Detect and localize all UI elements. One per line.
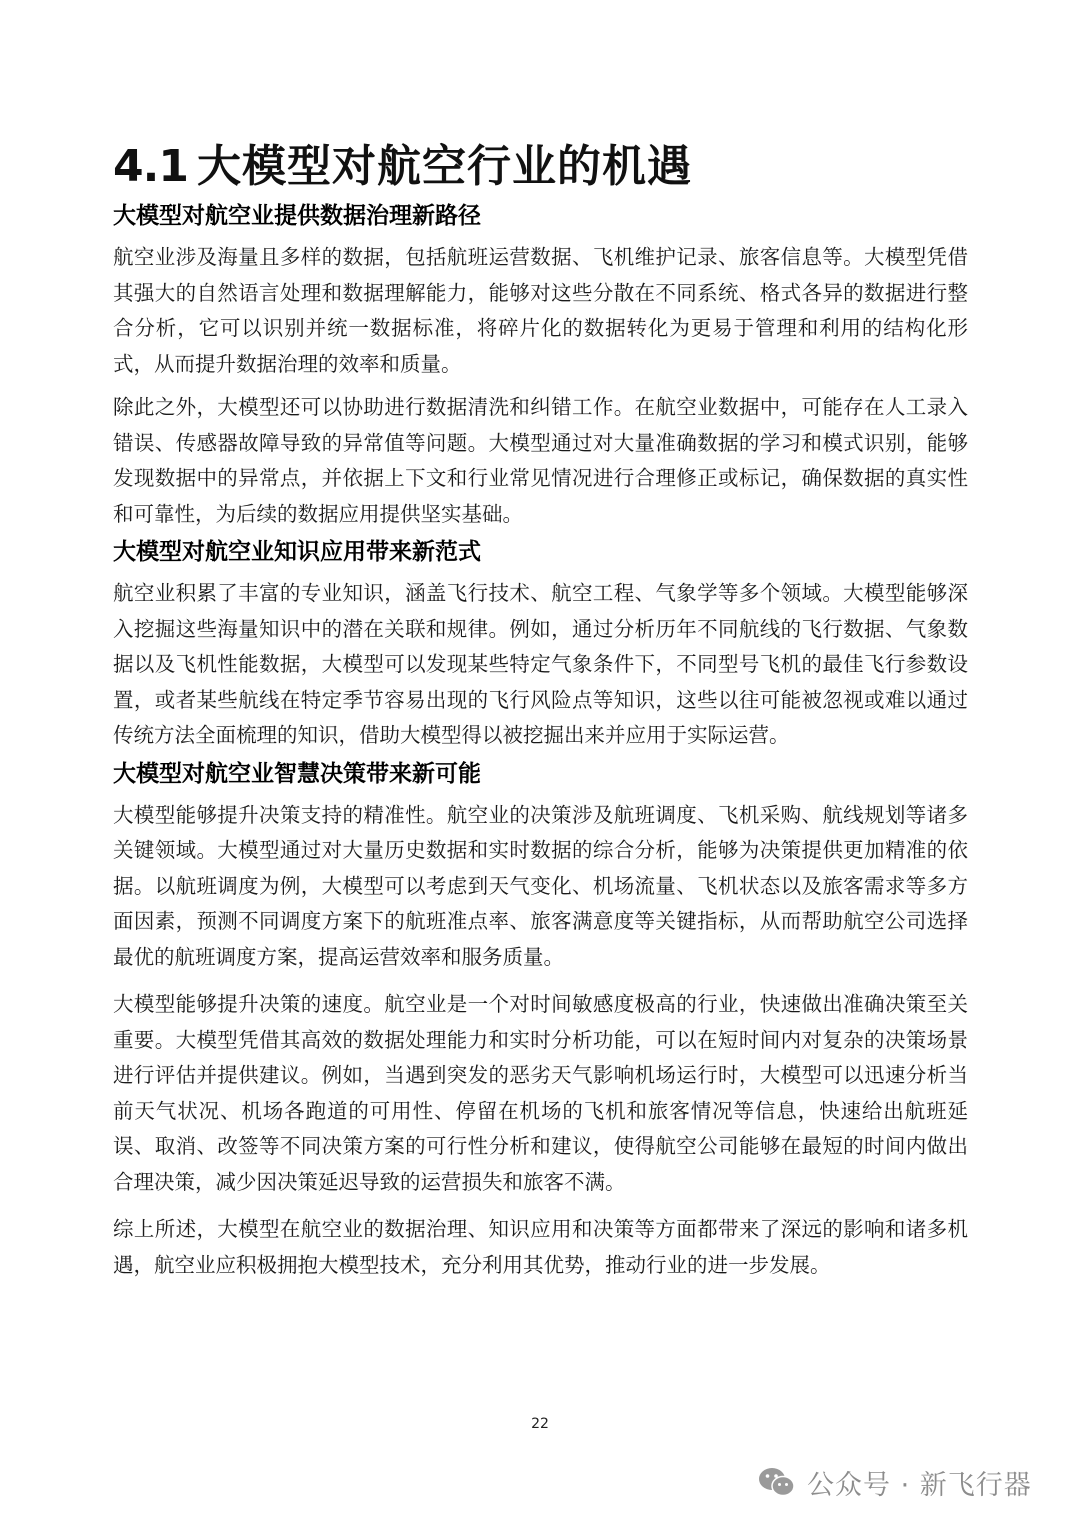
paragraph: 综上所述，大模型在航空业的数据治理、知识应用和决策等方面都带来了深远的影响和诸多机遇，航空业应积极拥抱大模型技术，充分利用其优势，推动行业的进一步发展。 [113,1217,968,1277]
page-content [113,130,968,1291]
subheading-knowledge-application: 大模型对航空业知识应用带来新范式 [113,539,481,565]
paragraph: 航空业积累了丰富的专业知识，涵盖飞行技术、航空工程、气象学等多个领域。大模型能够深入挖掘这些海量知识中的潜在关联和规律。例如，通过分析历年不同航线的飞行数据、气象数据以及飞机性能数据，大模型可以发现某些特定气象条件下，不同型号飞机的最佳飞行参数设置，或者某些航线在特定季节容易出现的飞行风险点等知识，这些以往可能被忽视或难以通过传统方法全面梳理的知识，借助大模型得以被挖掘出来并应用于实际运营。 [113,581,968,747]
paragraph: 大模型能够提升决策的速度。航空业是一个对时间敏感度极高的行业，快速做出准确决策至关重要。大模型凭借其高效的数据处理能力和实时分析功能，可以在短时间内对复杂的决策场景进行评估并提供建议。例如，当遇到突发的恶劣天气影响机场运行时，大模型可以迅速分析当前天气状况、机场各跑道的可用性、停留在机场的飞机和旅客情况等信息，快速给出航班延误、取消、改签等不同决策方案的可行性分析和建议，使得航空公司能够在最短的时间内做出合理决策，减少因决策延迟导致的运营损失和旅客不满。 [113,992,968,1194]
wechat-icon [757,1465,797,1499]
section-title [113,130,968,196]
paragraph: 航空业涉及海量且多样的数据，包括航班运营数据、飞机维护记录、旅客信息等。大模型凭借其强大的自然语言处理和数据理解能力，能够对这些分散在不同系统、格式各异的数据进行整合分析，它可以识别并统一数据标准，将碎片化的数据转化为更易于管理和利用的结构化形式，从而提升数据治理的效率和质量。 [113,245,968,376]
section-number: 4.1 [113,141,188,192]
watermark [757,1460,1032,1504]
page-number: 22 [531,1416,549,1432]
paragraph: 除此之外，大模型还可以协助进行数据清洗和纠错工作。在航空业数据中，可能存在人工录入错误、传感器故障导致的异常值等问题。大模型通过对大量准确数据的学习和模式识别，能够发现数据中的异常点，并依据上下文和行业常见情况进行合理修正或标记，确保数据的真实性和可靠性，为后续的数据应用提供坚实基础。 [113,395,968,526]
watermark-text: 公众号 · 新飞行器 [807,1469,1032,1501]
subheading-smart-decision: 大模型对航空业智慧决策带来新可能 [113,760,481,787]
section-title-text: 大模型对航空行业的机遇 [197,141,692,192]
subheading-data-governance: 大模型对航空业提供数据治理新路径 [113,203,481,229]
paragraph: 大模型能够提升决策支持的精准性。航空业的决策涉及航班调度、飞机采购、航线规划等诸多关键领域。大模型通过对大量历史数据和实时数据的综合分析，能够为决策提供更加精准的依据。以航班调度为例，大模型可以考虑到天气变化、机场流量、飞机状态以及旅客需求等多方面因素，预测不同调度方案下的航班准点率、旅客满意度等关键指标，从而帮助航空公司选择最优的航班调度方案，提高运营效率和服务质量。 [113,802,968,969]
